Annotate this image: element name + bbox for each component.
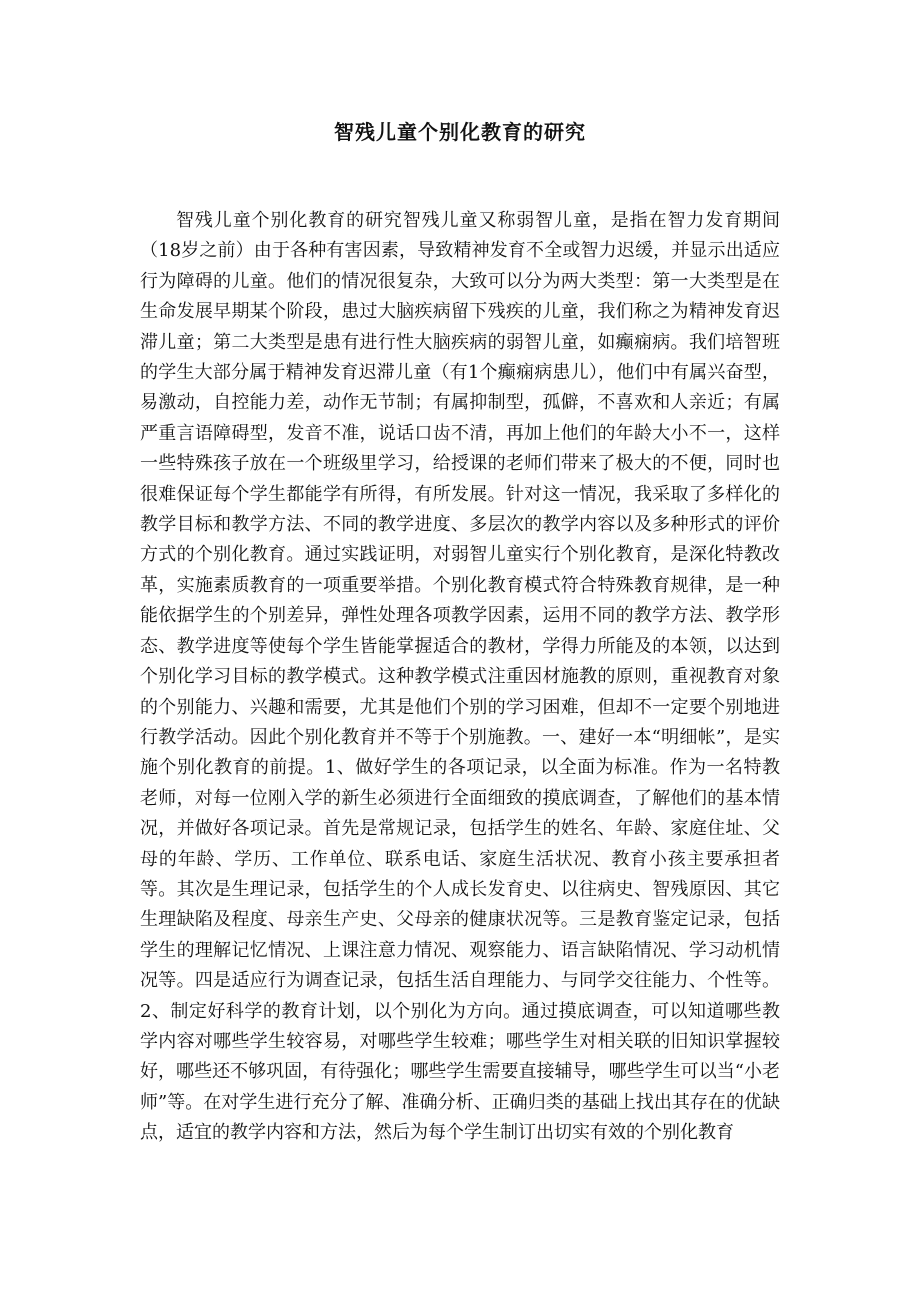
document-title: 智残儿童个别化教育的研究 bbox=[334, 120, 586, 144]
document-body-paragraph: 智残儿童个别化教育的研究智残儿童又称弱智儿童，是指在智力发育期间（18岁之前）由于各种有害因素，导致精神发育不全或智力迟缓，并显示出适应行为障碍的儿童。他们的情况很复杂，大致可以分为两大类型：第一大类型是在生命发展早期某个阶段，患过大脑疾病留下残疾的儿童，我们称之为精神发育迟滞儿童；第二大类型是患有进行性大脑疾病的弱智儿童，如癫痫病。我们培智班的学生大部分属于精神发育迟滞儿童（有1个癫痫病患儿），他们中有属兴奋型，易激动，自控能力差，动作无节制；有属抑制型，孤僻，不喜欢和人亲近；有属严重言语障碍型，发音不准，说话口齿不清，再加上他们的年龄大小不一，这样一些特殊孩子放在一个班级里学习，给授课的老师们带来了极大的不便，同时也很难保证每个学生都能学有所得，有所发展。针对这一情况，我采取了多样化的教学目标和教学方法、不同的教学进度、多层次的教学内容以及多种形式的评价方式的个别化教育。通过实践证明，对弱智儿童实行个别化教育，是深化特教改革，实施素质教育的一项重要举措。个别化教育模式符合特殊教育规律，是一种能依据学生的个别差异，弹性处理各项教学因素，运用不同的教学方法、教学形态、教学进度等使每个学生皆能掌握适合的教材，学得力所能及的本领，以达到个别化学习目标的教学模式。这种教学模式注重因材施教的原则，重视教育对象的个别能力、兴趣和需要，尤其是他们个别的学习困难，但却不一定要个别地进行教学活动。因此个别化教育并不等于个别施教。一、建好一本“明细帐”，是实施个别化教育的前提。1、做好学生的各项记录，以全面为标准。作为一名特教老师，对每一位刚入学的新生必须进行全面细致的摸底调查，了解他们的基本情况，并做好各项记录。首先是常规记录，包括学生的姓名、年龄、家庭住址、父母的年龄、学历、工作单位、联系电话、家庭生活状况、教育小孩主要承担者等。其次是生理记录，包括学生的个人成长发育史、以往病史、智残原因、其它生理缺陷及程度、母亲生产史、父母亲的健康状况等。三是教育鉴定记录，包括学生的理解记忆情况、上课注意力情况、观察能力、语言缺陷情况、学习动机情况等。四是适应行为调查记录，包括生活自理能力、与同学交往能力、个性等。2、制定好科学的教育计划，以个别化为方向。通过摸底调查，可以知道哪些教学内容对哪些学生较容易，对哪些学生较难；哪些学生对相关联的旧知识掌握较好，哪些还不够巩固，有待强化；哪些学生需要直接辅导，哪些学生可以当“小老师”等。在对学生进行充分了解、准确分析、正确归类的基础上找出其存在的优缺点，适宜的教学内容和方法，然后为每个学生制订出切实有效的个别化教育 bbox=[140, 210, 780, 1144]
